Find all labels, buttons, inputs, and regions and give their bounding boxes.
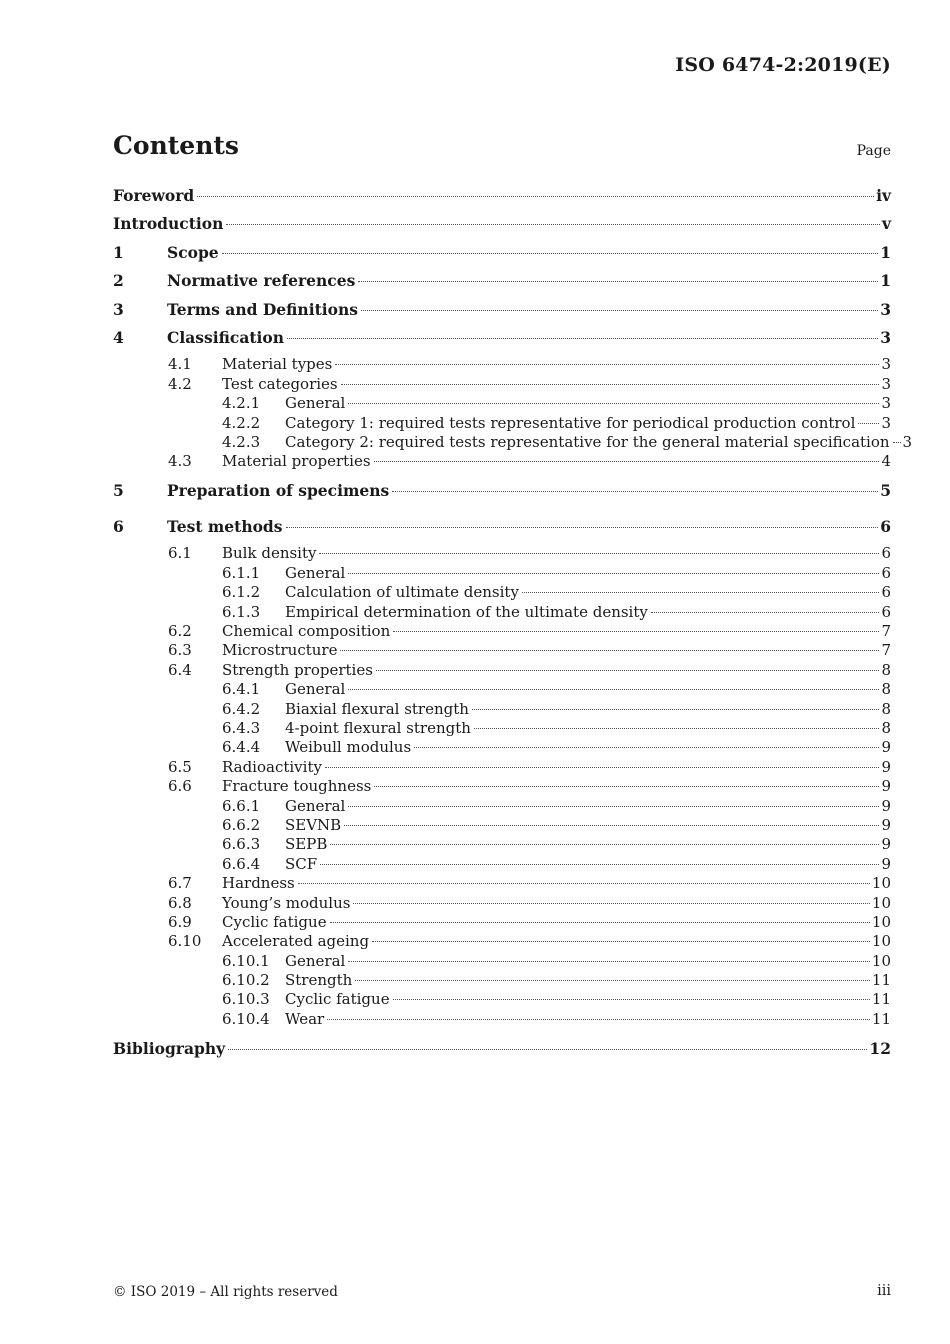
toc-entry-page[interactable]: 3 — [881, 394, 891, 413]
dot-leader — [320, 864, 879, 865]
toc-entry[interactable] — [113, 622, 891, 641]
dot-leader — [374, 461, 880, 462]
toc-entry[interactable] — [113, 894, 891, 913]
toc-entry-title[interactable]: Scope — [167, 242, 219, 262]
toc-entry-title[interactable]: General — [285, 563, 346, 582]
dot-leader — [287, 338, 878, 339]
toc-entry[interactable] — [113, 661, 891, 680]
toc-entry[interactable] — [113, 816, 891, 835]
toc-entry-title[interactable]: Category 1: required tests representative for periodical production control — [285, 413, 856, 432]
document-id: ISO 6474-2:2019(E) — [675, 54, 891, 76]
toc-entry-title[interactable]: General — [285, 796, 346, 815]
toc-entry-number: 6.4.1 — [222, 680, 261, 699]
toc-entry-page[interactable]: 9 — [881, 815, 891, 834]
toc-entry-page[interactable]: 9 — [881, 738, 891, 757]
dot-leader — [226, 224, 880, 225]
toc-entry-number: 6.1.1 — [222, 563, 261, 582]
toc-entry[interactable] — [113, 758, 891, 777]
toc-entry-title[interactable]: General — [285, 951, 346, 970]
toc-entry-number: 3 — [113, 299, 124, 319]
contents-heading: Contents — [113, 131, 240, 160]
toc-entry[interactable] — [113, 544, 891, 563]
toc-entry[interactable] — [113, 270, 891, 298]
toc-entry-number: 6 — [113, 517, 124, 537]
dot-leader — [355, 980, 870, 981]
toc-entry-page[interactable]: 8 — [881, 718, 891, 737]
toc-entry-page[interactable]: 10 — [871, 932, 891, 951]
dot-leader — [472, 709, 880, 710]
toc-entry-number: 6.10.4 — [222, 1009, 270, 1028]
toc-entry-page[interactable]: 1 — [880, 242, 891, 262]
toc-entry-title[interactable]: General — [285, 680, 346, 699]
dot-leader — [319, 553, 879, 554]
dot-leader — [330, 922, 870, 923]
toc-entry-page[interactable]: 9 — [881, 757, 891, 776]
toc-entry-number: 6.10 — [168, 932, 202, 951]
toc-entry-title[interactable]: SEPB — [285, 835, 328, 854]
toc-entry-title[interactable]: Material properties — [222, 452, 371, 471]
toc-entry[interactable] — [113, 452, 891, 471]
toc-entry[interactable] — [113, 432, 913, 452]
toc-entry-page[interactable]: 9 — [881, 796, 891, 815]
dot-leader — [330, 844, 879, 845]
toc-entry-title[interactable]: Young’s modulus — [222, 893, 351, 912]
dot-leader — [361, 310, 878, 311]
toc-entry-title[interactable]: Empirical determination of the ultimate density — [285, 602, 648, 621]
dot-leader — [344, 825, 879, 826]
dot-leader — [348, 403, 879, 404]
toc-entry[interactable] — [113, 932, 891, 951]
toc-entry[interactable] — [113, 719, 891, 738]
toc-entry-number: 6.4 — [168, 660, 192, 679]
toc-entry-page[interactable]: 10 — [871, 912, 891, 931]
toc-entry[interactable] — [113, 583, 891, 602]
toc-entry[interactable] — [113, 1038, 891, 1066]
toc-entry-title[interactable]: Bulk density — [222, 544, 317, 563]
toc-entry-title[interactable]: 4-point flexural strength — [285, 718, 471, 737]
toc-entry-number: 5 — [113, 480, 124, 500]
dot-leader — [335, 364, 879, 365]
toc-entry-title[interactable]: Weibull modulus — [285, 738, 412, 757]
toc-entry-number: 6.1.2 — [222, 583, 261, 602]
toc-entry-page[interactable]: 9 — [881, 835, 891, 854]
toc-entry-title[interactable]: Material types — [222, 355, 333, 374]
toc-entry-page[interactable]: 3 — [902, 432, 913, 451]
toc-entry-number: 4.2.1 — [222, 394, 261, 413]
toc-entry-number: 6.10.3 — [222, 990, 270, 1009]
toc-entry-number: 6.6.3 — [222, 835, 261, 854]
dot-leader — [393, 631, 879, 632]
dot-leader — [893, 442, 901, 443]
toc-entry[interactable] — [113, 913, 891, 932]
footer-page-number: iii — [877, 1283, 891, 1299]
toc-entry[interactable] — [113, 242, 891, 270]
toc-entry[interactable] — [113, 990, 891, 1009]
toc-entry-page[interactable]: 11 — [871, 971, 891, 990]
toc-entry-page[interactable]: 3 — [881, 374, 891, 393]
table-of-contents — [113, 185, 913, 1067]
toc-entry-page[interactable]: 6 — [880, 517, 891, 537]
toc-entry-number: 6.1.3 — [222, 602, 261, 621]
toc-entry-page[interactable]: 3 — [880, 327, 891, 347]
toc-entry-number: 4 — [113, 327, 124, 347]
toc-entry-page[interactable]: 6 — [881, 602, 891, 621]
toc-entry[interactable] — [113, 952, 891, 971]
toc-entry-page[interactable]: 11 — [871, 1009, 891, 1028]
toc-entry-number: 6.6.2 — [222, 815, 261, 834]
toc-entry-title[interactable]: Hardness — [222, 874, 295, 893]
page-column-label: Page — [856, 143, 891, 159]
toc-entry-page[interactable]: 10 — [871, 951, 891, 970]
dot-leader — [358, 281, 878, 282]
dot-leader — [348, 573, 879, 574]
toc-entry-page[interactable]: 6 — [881, 583, 891, 602]
toc-entry-page[interactable]: 10 — [871, 893, 891, 912]
toc-entry-number: 6.6 — [168, 777, 192, 796]
toc-entry-number: 6.3 — [168, 641, 192, 660]
toc-entry-title[interactable]: Biaxial flexural strength — [285, 699, 469, 718]
toc-entry-number: 4.2 — [168, 374, 192, 393]
toc-entry-page[interactable]: 1 — [880, 271, 891, 291]
dot-leader — [348, 806, 879, 807]
toc-entry-number: 6.2 — [168, 622, 192, 641]
toc-entry-title[interactable]: Calculation of ultimate density — [285, 583, 519, 602]
toc-entry[interactable] — [113, 874, 891, 893]
toc-entry-title[interactable]: Bibliography — [113, 1039, 226, 1059]
toc-entry[interactable] — [113, 564, 891, 583]
toc-entry-page[interactable]: 9 — [881, 777, 891, 796]
toc-entry-page[interactable]: 9 — [881, 854, 891, 873]
toc-entry-page[interactable]: 6 — [881, 544, 891, 563]
toc-entry-number: 6.4.4 — [222, 738, 261, 757]
toc-entry-page[interactable]: v — [881, 214, 891, 234]
toc-entry-page[interactable]: 6 — [881, 563, 891, 582]
toc-entry[interactable] — [113, 603, 891, 622]
toc-entry[interactable] — [113, 1010, 891, 1029]
toc-entry-number: 6.4.3 — [222, 718, 261, 737]
toc-entry-number: 6.8 — [168, 893, 192, 912]
toc-entry-title[interactable]: Cyclic fatigue — [222, 912, 327, 931]
toc-entry-number: 6.7 — [168, 874, 192, 893]
dot-leader — [414, 747, 879, 748]
toc-entry-title[interactable]: SEVNB — [285, 815, 342, 834]
dot-leader — [858, 423, 879, 424]
dot-leader — [341, 384, 880, 385]
toc-entry[interactable] — [113, 213, 891, 241]
toc-entry-title[interactable]: Cyclic fatigue — [285, 990, 390, 1009]
toc-entry-page[interactable]: 3 — [881, 413, 891, 432]
toc-entry-number: 4.2.3 — [222, 432, 261, 451]
toc-entry-page[interactable]: 3 — [881, 355, 891, 374]
toc-entry-title[interactable]: Classification — [167, 327, 285, 347]
toc-entry-page[interactable]: 8 — [881, 680, 891, 699]
toc-entry-title[interactable]: Preparation of specimens — [167, 480, 390, 500]
toc-entry-title[interactable]: Strength — [285, 971, 353, 990]
dot-leader — [651, 612, 880, 613]
toc-entry-page[interactable]: 3 — [880, 299, 891, 319]
toc-entry-title[interactable]: Microstructure — [222, 641, 338, 660]
toc-entry-title[interactable]: Radioactivity — [222, 757, 322, 776]
toc-entry[interactable] — [113, 777, 891, 796]
toc-entry-number: 4.2.2 — [222, 413, 261, 432]
toc-entry[interactable] — [113, 835, 891, 854]
toc-entry-page[interactable]: 12 — [869, 1039, 891, 1059]
toc-entry-number: 6.9 — [168, 912, 192, 931]
toc-entry-page[interactable]: 11 — [871, 990, 891, 1009]
toc-entry-title[interactable]: Foreword — [113, 186, 195, 205]
dot-leader — [372, 941, 870, 942]
toc-entry[interactable] — [113, 327, 891, 355]
toc-entry-number: 2 — [113, 271, 124, 291]
toc-entry-page[interactable]: 5 — [880, 480, 891, 500]
toc-entry[interactable] — [113, 971, 891, 990]
toc-entry-page[interactable]: 8 — [881, 660, 891, 679]
toc-entry-number: 6.4.2 — [222, 699, 261, 718]
toc-entry[interactable] — [113, 855, 891, 874]
toc-entry-number: 6.6.1 — [222, 796, 261, 815]
toc-entry-number: 6.10.2 — [222, 971, 270, 990]
toc-entry[interactable] — [113, 299, 891, 327]
toc-entry-title[interactable]: Test methods — [167, 517, 283, 537]
footer-copyright: © ISO 2019 – All rights reserved — [113, 1284, 338, 1300]
dot-leader — [228, 1049, 867, 1050]
toc-entry-title[interactable]: Chemical composition — [222, 622, 391, 641]
dot-leader — [327, 1019, 870, 1020]
toc-entry-title[interactable]: Strength properties — [222, 660, 373, 679]
toc-entry-number: 6.5 — [168, 757, 192, 776]
toc-entry-title[interactable]: Accelerated ageing — [222, 932, 370, 951]
toc-entry-number: 6.1 — [168, 544, 192, 563]
toc-entry-number: 1 — [113, 242, 124, 262]
toc-entry-number: 4.3 — [168, 452, 192, 471]
toc-entry[interactable] — [113, 375, 891, 394]
toc-entry[interactable] — [113, 797, 891, 816]
toc-entry-page[interactable]: iv — [876, 186, 891, 205]
dot-leader — [348, 961, 870, 962]
dot-leader — [474, 728, 880, 729]
dot-leader — [376, 670, 880, 671]
toc-entry-title[interactable]: Wear — [285, 1009, 325, 1028]
toc-entry-title[interactable]: SCF — [285, 854, 318, 873]
dot-leader — [392, 491, 878, 492]
toc-entry[interactable] — [113, 700, 891, 719]
dot-leader — [340, 650, 879, 651]
toc-entry[interactable] — [113, 394, 891, 413]
toc-entry[interactable] — [113, 185, 891, 213]
dot-leader — [197, 196, 874, 197]
dot-leader — [522, 592, 880, 593]
toc-entry-title[interactable]: Fracture toughness — [222, 777, 372, 796]
toc-entry-number: 4.1 — [168, 355, 192, 374]
toc-entry-page[interactable]: 7 — [881, 622, 891, 641]
toc-entry-number: 6.6.4 — [222, 854, 261, 873]
toc-entry-page[interactable]: 7 — [881, 641, 891, 660]
dot-leader — [298, 883, 870, 884]
dot-leader — [222, 253, 879, 254]
toc-entry-title[interactable]: General — [285, 394, 346, 413]
toc-entry-page[interactable]: 10 — [871, 874, 891, 893]
toc-entry-title[interactable]: Introduction — [113, 214, 224, 234]
toc-entry-number: 6.10.1 — [222, 951, 270, 970]
dot-leader — [353, 903, 869, 904]
toc-entry-title[interactable]: Terms and Definitions — [167, 299, 358, 319]
toc-entry[interactable] — [113, 680, 891, 699]
dot-leader — [393, 999, 870, 1000]
toc-entry[interactable] — [113, 738, 891, 757]
toc-entry-title[interactable]: Test categories — [222, 374, 338, 393]
toc-entry-page[interactable]: 8 — [881, 699, 891, 718]
toc-entry-page[interactable]: 4 — [881, 452, 891, 471]
dot-leader — [348, 689, 879, 690]
toc-entry-title[interactable]: Category 2: required tests representative for the general material specification — [285, 432, 890, 451]
toc-entry[interactable] — [113, 641, 891, 660]
dot-leader — [325, 767, 879, 768]
dot-leader — [374, 786, 879, 787]
toc-entry[interactable] — [113, 414, 891, 433]
toc-entry-title[interactable]: Normative references — [167, 271, 356, 291]
dot-leader — [286, 527, 879, 528]
toc-entry[interactable] — [113, 355, 891, 374]
toc-entry[interactable] — [113, 516, 891, 544]
toc-entry[interactable] — [113, 480, 891, 508]
